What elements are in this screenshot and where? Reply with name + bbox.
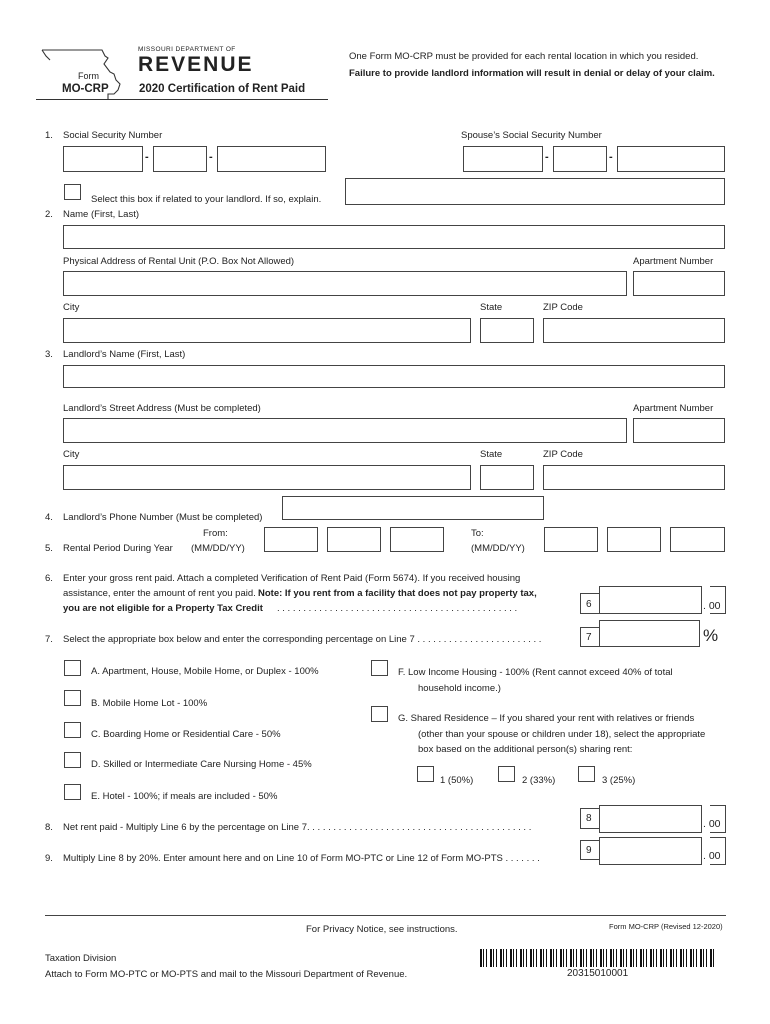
notice-failure: Failure to provide landlord information will result in denial or delay of your claim. [349, 68, 715, 79]
line-1-number: 1. [45, 130, 53, 141]
rental-state-field[interactable] [480, 318, 534, 343]
from-year-field[interactable] [390, 527, 444, 552]
agency-name: REVENUE [138, 53, 254, 76]
related-to-landlord-checkbox[interactable] [64, 184, 81, 200]
line-4-number: 4. [45, 512, 53, 523]
rental-address-label: Physical Address of Rental Unit (P.O. Box Not Allowed) [63, 256, 295, 267]
share-3-label: 3 (25%) [602, 775, 636, 786]
landlord-city-label: City [63, 449, 80, 460]
line-6-text-1: Enter your gross rent paid. Attach a completed Verification of Rent Paid (Form 5674). If you received housing [63, 573, 521, 584]
line-2-number: 2. [45, 209, 53, 220]
option-f-checkbox[interactable] [371, 660, 388, 676]
line-6-text-3: you are not eligible for a Property Tax Credit [63, 603, 263, 614]
option-b-label: B. Mobile Home Lot - 100% [91, 698, 208, 709]
landlord-phone-label: Landlord’s Phone Number (Must be completed) [63, 512, 263, 523]
line-7-text: Select the appropriate box below and enter the corresponding percentage on Line 7 . . . . . . . . . . . . . . . . . . . . . . . . [63, 634, 542, 645]
gross-rent-field[interactable] [599, 586, 702, 614]
line-8-number: 8. [45, 822, 53, 833]
line-6-cents-box [710, 586, 726, 614]
option-c-label: C. Boarding Home or Residential Care - 50% [91, 729, 281, 740]
credit-amount-field[interactable] [599, 837, 702, 865]
spouse-ssn-dash-1: - [545, 151, 549, 163]
ssn-dash-1: - [145, 151, 149, 163]
related-explanation-field[interactable] [345, 178, 725, 205]
share-3-checkbox[interactable] [578, 766, 595, 782]
rental-apartment-label: Apartment Number [633, 256, 714, 267]
option-c-checkbox[interactable] [64, 722, 81, 738]
option-e-label: E. Hotel - 100%; if meals are included - 50% [91, 791, 278, 802]
line-7-box-label: 7 [586, 632, 592, 643]
rental-zip-label: ZIP Code [543, 302, 583, 313]
form-revision: Form MO-CRP (Revised 12-2020) [609, 922, 723, 931]
option-g-label-2: (other than your spouse or children under 18), select the appropriate [418, 729, 706, 740]
option-b-checkbox[interactable] [64, 690, 81, 706]
to-label: To: [471, 528, 484, 539]
line-9-text: Multiply Line 8 by 20%. Enter amount here and on Line 10 of Form MO-PTC or Line 12 of Form MO-PTS . . . . . . . [63, 853, 540, 864]
share-2-label: 2 (33%) [522, 775, 556, 786]
to-year-field[interactable] [670, 527, 725, 552]
landlord-address-label: Landlord’s Street Address (Must be completed) [63, 403, 261, 414]
line-9-number: 9. [45, 853, 53, 864]
line-6-leader: . . . . . . . . . . . . . . . . . . . . . . . . . . . . . . . . . . . . . . . . . . . . . . [277, 603, 518, 614]
spouse-ssn-label: Spouse’s Social Security Number [461, 130, 602, 141]
line-7-number: 7. [45, 634, 53, 645]
rental-city-field[interactable] [63, 318, 471, 343]
share-1-label: 1 (50%) [440, 775, 474, 786]
ssn-dash-2: - [209, 151, 213, 163]
mail-instructions: Attach to Form MO-PTC or MO-PTS and mail to the Missouri Department of Revenue. [45, 969, 408, 980]
line-9-box-label: 9 [586, 845, 592, 856]
line-3-number: 3. [45, 349, 53, 360]
landlord-zip-field[interactable] [543, 465, 725, 490]
from-month-field[interactable] [264, 527, 318, 552]
rental-city-label: City [63, 302, 80, 313]
notice-one-form: One Form MO-CRP must be provided for each rental location in which you resided. [349, 51, 699, 62]
line-5-number: 5. [45, 543, 53, 554]
landlord-apartment-label: Apartment Number [633, 403, 714, 414]
landlord-name-field[interactable] [63, 365, 725, 388]
barcode-number: 20315010001 [567, 968, 629, 979]
ssn-field-part-2[interactable] [153, 146, 207, 172]
form-label: Form [78, 71, 99, 81]
spouse-ssn-field-part-1[interactable] [463, 146, 543, 172]
rental-address-field[interactable] [63, 271, 627, 296]
line-6-cents: . 00 [703, 600, 721, 612]
rental-period-label: Rental Period During Year [63, 543, 173, 554]
option-g-label-1: G. Shared Residence – If you shared your rent with relatives or friends [398, 713, 695, 724]
rental-state-label: State [480, 302, 503, 313]
to-day-field[interactable] [607, 527, 661, 552]
landlord-state-field[interactable] [480, 465, 534, 490]
line-6-text-2a: assistance, enter the amount of rent you paid. [63, 588, 256, 599]
option-f-label-1: F. Low Income Housing - 100% (Rent cannot exceed 40% of total [398, 667, 673, 678]
from-day-field[interactable] [327, 527, 381, 552]
share-2-checkbox[interactable] [498, 766, 515, 782]
option-g-label-3: box based on the additional person(s) sharing rent: [418, 744, 633, 755]
revenue-logo [138, 46, 254, 76]
share-1-checkbox[interactable] [417, 766, 434, 782]
spouse-ssn-dash-2: - [609, 151, 613, 163]
rental-zip-field[interactable] [543, 318, 725, 343]
line-6-number: 6. [45, 573, 53, 584]
line-6-note: Note: If you rent from a facility that does not pay property tax, [258, 588, 537, 599]
privacy-notice: For Privacy Notice, see instructions. [306, 924, 458, 935]
taxation-division: Taxation Division [45, 953, 117, 964]
landlord-address-field[interactable] [63, 418, 627, 443]
to-date-format: (MM/DD/YY) [471, 543, 525, 554]
ssn-label: Social Security Number [63, 130, 163, 141]
line-6-box-label: 6 [586, 599, 592, 610]
line-8-cents: . 00 [703, 818, 721, 830]
agency-small-text: MISSOURI DEPARTMENT OF [138, 46, 236, 53]
percentage-field[interactable] [599, 620, 700, 647]
related-to-landlord-label: Select this box if related to your landlord. If so, explain. [91, 194, 322, 205]
option-a-checkbox[interactable] [64, 660, 81, 676]
percent-sign: % [703, 626, 719, 645]
from-label: From: [203, 528, 228, 539]
landlord-state-label: State [480, 449, 503, 460]
option-d-checkbox[interactable] [64, 752, 81, 768]
spouse-ssn-field-part-2[interactable] [553, 146, 607, 172]
landlord-phone-field[interactable] [282, 496, 544, 520]
line-9-cents-box [710, 837, 726, 865]
landlord-name-label: Landlord’s Name (First, Last) [63, 349, 186, 360]
form-id: MO-CRP [62, 83, 109, 95]
footer-rule [45, 915, 726, 916]
landlord-city-field[interactable] [63, 465, 471, 490]
name-label: Name (First, Last) [63, 209, 140, 220]
option-f-label-2: household income.) [418, 683, 501, 694]
option-e-checkbox[interactable] [64, 784, 81, 800]
line-9-cents: . 00 [703, 850, 721, 862]
title-underline [36, 99, 328, 100]
spouse-ssn-field-part-3[interactable] [617, 146, 725, 172]
ssn-field-part-3[interactable] [217, 146, 326, 172]
ssn-field-part-1[interactable] [63, 146, 143, 172]
option-a-label: A. Apartment, House, Mobile Home, or Duplex - 100% [91, 666, 319, 677]
option-d-label: D. Skilled or Intermediate Care Nursing Home - 45% [91, 759, 312, 770]
rental-apartment-field[interactable] [633, 271, 725, 296]
from-date-format: (MM/DD/YY) [191, 543, 245, 554]
line-8-text: Net rent paid - Multiply Line 6 by the percentage on Line 7. . . . . . . . . . . . . . . . . . . . . . . . . . . . . . . . . . . . . . . . . . . [63, 822, 532, 833]
barcode [480, 949, 716, 967]
option-g-checkbox[interactable] [371, 706, 388, 722]
form-title: 2020 Certification of Rent Paid [139, 83, 306, 95]
landlord-zip-label: ZIP Code [543, 449, 583, 460]
net-rent-field[interactable] [599, 805, 702, 833]
line-8-box-label: 8 [586, 813, 592, 824]
to-month-field[interactable] [544, 527, 598, 552]
name-field[interactable] [63, 225, 725, 249]
landlord-apartment-field[interactable] [633, 418, 725, 443]
line-8-cents-box [710, 805, 726, 833]
